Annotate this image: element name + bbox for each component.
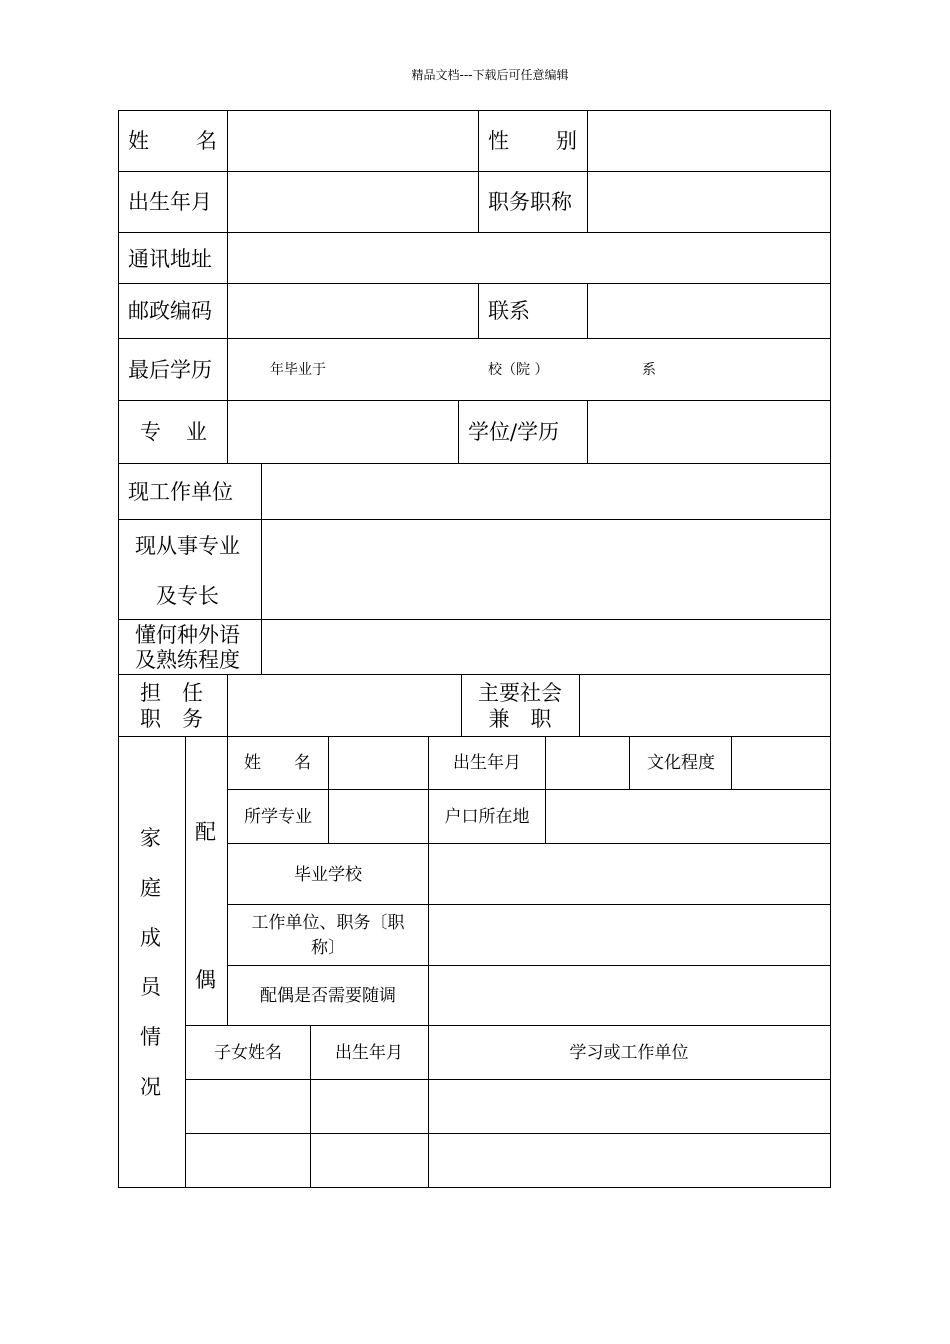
postcode-label: 邮政编码 (128, 299, 212, 323)
contact-field[interactable] (588, 284, 830, 338)
spouse-major-label: 所学专业 (244, 807, 312, 827)
title-label: 职务职称 (488, 190, 572, 214)
spouse-edu-label: 文化程度 (647, 753, 715, 773)
page-header: 精品文档---下载后可任意编辑 (411, 68, 569, 82)
spouse-work-field[interactable] (429, 905, 830, 965)
specialty-label-line: 及专长 (156, 584, 219, 608)
education-school-text: 校（院 ） (488, 362, 549, 378)
education-year-text: 年毕业于 (270, 362, 326, 378)
spouse-major-field[interactable] (329, 790, 428, 843)
major-label-char: 专 (140, 420, 161, 444)
border-bottom (118, 1187, 831, 1188)
birth-label: 出生年月 (128, 190, 212, 214)
spouse-name-field[interactable] (329, 737, 428, 789)
language-label-line: 懂何种外语 (135, 623, 240, 647)
family-label-char: 员 (140, 975, 161, 999)
spouse-name-label-char: 名 (294, 753, 311, 773)
postcode-field[interactable] (228, 284, 478, 338)
duty-label-line: 担 任 (140, 681, 203, 705)
col-divider (227, 338, 228, 400)
duty-field[interactable] (228, 675, 461, 736)
specialty-field[interactable] (262, 520, 830, 619)
major-label-char: 业 (186, 420, 207, 444)
spouse-school-label: 毕业学校 (294, 865, 362, 885)
child-birth-field[interactable] (311, 1080, 428, 1133)
family-label-char: 情 (140, 1025, 161, 1049)
name-field[interactable] (228, 111, 478, 171)
workplace-field[interactable] (262, 464, 830, 519)
language-field[interactable] (262, 620, 830, 674)
address-label: 通讯地址 (128, 247, 212, 271)
col-divider (629, 736, 630, 789)
gender-label-char: 别 (556, 129, 577, 153)
name-label-char: 名 (196, 129, 217, 153)
row-divider (185, 1025, 831, 1026)
degree-field[interactable] (588, 401, 830, 463)
spouse-transfer-field[interactable] (429, 966, 830, 1025)
child-unit-field[interactable] (429, 1134, 830, 1187)
family-label-char: 况 (140, 1075, 161, 1099)
registration-form-table (118, 110, 831, 1188)
row-divider (118, 736, 831, 737)
specialty-label-line: 现从事专业 (135, 534, 240, 558)
row-divider (118, 338, 831, 339)
child-unit-field[interactable] (429, 1080, 830, 1133)
border-left (118, 110, 119, 1188)
spouse-hukou-field[interactable] (546, 790, 830, 843)
family-label-char: 庭 (140, 876, 161, 900)
education-label: 最后学历 (128, 358, 212, 382)
spouse-birth-field[interactable] (546, 737, 629, 789)
col-divider (461, 674, 462, 736)
education-dept-text: 系 (642, 362, 656, 378)
col-divider (478, 283, 479, 338)
col-divider (458, 400, 459, 463)
children-name-header: 子女姓名 (214, 1043, 282, 1063)
spouse-work-label-line: 工作单位、职务〔职 (251, 913, 405, 933)
contact-label: 联系 (488, 299, 530, 323)
social-label-line: 兼 职 (488, 707, 552, 731)
name-label-char: 姓 (128, 129, 149, 153)
child-birth-field[interactable] (311, 1134, 428, 1187)
spouse-transfer-label: 配偶是否需要随调 (260, 986, 396, 1006)
social-field[interactable] (580, 675, 830, 736)
duty-label-line: 职 务 (140, 707, 203, 731)
spouse-birth-label: 出生年月 (453, 753, 521, 773)
social-label-line: 主要社会 (478, 681, 562, 705)
spouse-edu-field[interactable] (732, 737, 830, 789)
family-label-char: 成 (140, 926, 161, 950)
language-label-line: 及熟练程度 (135, 648, 240, 672)
major-field[interactable] (228, 401, 458, 463)
col-divider (227, 736, 228, 1025)
spouse-name-label-char: 姓 (244, 753, 261, 773)
spouse-label-char: 偶 (195, 968, 216, 992)
birth-field[interactable] (228, 172, 478, 232)
spouse-work-label-line: 称〕 (311, 938, 345, 958)
child-name-field[interactable] (186, 1080, 310, 1133)
child-name-field[interactable] (186, 1134, 310, 1187)
spouse-label-char: 配 (195, 820, 216, 844)
workplace-label: 现工作单位 (128, 480, 233, 504)
title-field[interactable] (588, 172, 830, 232)
border-right (830, 110, 831, 1188)
children-unit-header: 学习或工作单位 (569, 1043, 689, 1063)
children-birth-header: 出生年月 (335, 1043, 403, 1063)
family-label-char: 家 (140, 826, 161, 850)
spouse-school-field[interactable] (429, 844, 830, 904)
spouse-hukou-label: 户口所在地 (444, 807, 530, 827)
degree-label: 学位/学历 (468, 420, 560, 444)
col-divider (478, 110, 479, 232)
address-field[interactable] (228, 233, 830, 283)
gender-field[interactable] (588, 111, 830, 171)
gender-label-char: 性 (488, 129, 509, 153)
